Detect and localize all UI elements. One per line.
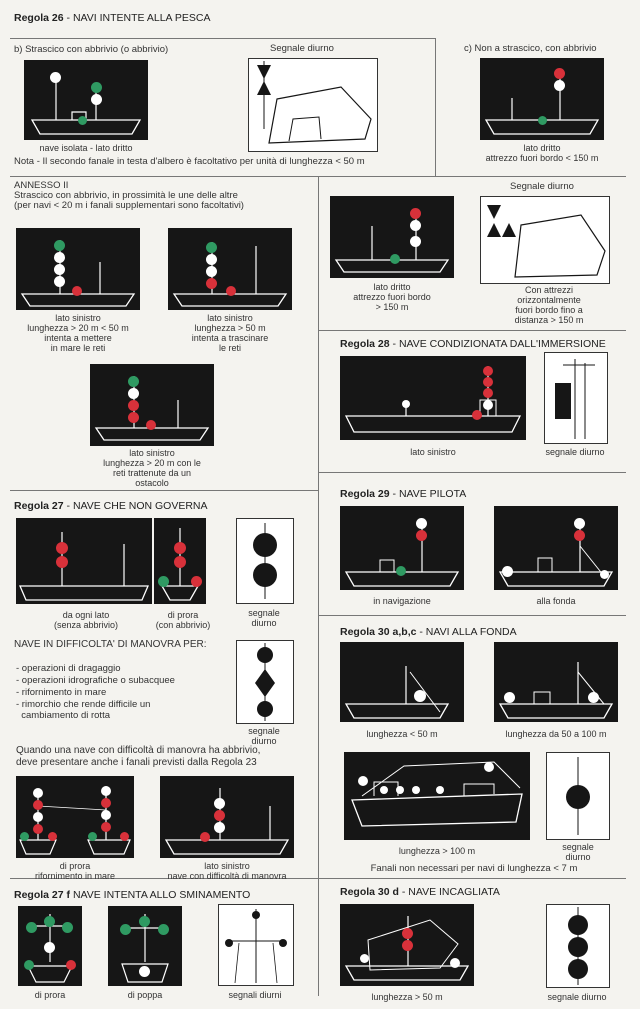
- fonda-panel-1: [340, 642, 464, 722]
- pilota-panel-2: [494, 506, 618, 590]
- nave-isolata-panel: [24, 60, 148, 140]
- red-light: [214, 810, 225, 821]
- white-light: [206, 254, 217, 265]
- red-light: [483, 388, 493, 398]
- caption: alla fonda: [536, 596, 576, 606]
- white-light: [450, 958, 460, 968]
- regola-26-heading: Regola 26 - NAVI INTENTE ALLA PESCA: [14, 12, 211, 24]
- day-signal-box: [236, 640, 294, 724]
- immersione-panel: [340, 356, 526, 440]
- fishing-vessel-drawing: [24, 60, 148, 140]
- divider: [318, 878, 626, 879]
- caption: segnale diurno: [545, 447, 605, 457]
- day-signal-box: [546, 904, 610, 988]
- green-light: [78, 116, 87, 125]
- ball-diamond-ball-signal: [237, 641, 293, 723]
- large-vessel-drawing: [344, 752, 530, 840]
- vessel-drawing: [494, 506, 618, 590]
- caption: di prora: [34, 990, 66, 1000]
- green-light: [88, 832, 97, 841]
- green-light: [120, 924, 131, 935]
- green-light: [396, 566, 406, 576]
- pilota-panel-1: [340, 506, 464, 590]
- sminamento-panel-2: [108, 906, 182, 986]
- red-light: [101, 822, 111, 832]
- white-light: [416, 518, 427, 529]
- segnale-diurno-label: Segnale diurno: [270, 43, 334, 54]
- white-light: [214, 822, 225, 833]
- day-signal-box: [546, 752, 610, 840]
- caption: di poppa: [127, 990, 163, 1000]
- incagliata-panel: [340, 904, 474, 986]
- red-light: [56, 556, 68, 568]
- annesso-panel-2: [168, 228, 292, 310]
- list-item: - rimorchio che rende difficile un: [16, 699, 151, 710]
- rifornimento-panel: [16, 776, 134, 858]
- caption: lato dritto attrezzo fuori bordo < 150 m: [485, 143, 599, 163]
- white-light: [502, 566, 513, 577]
- white-light: [410, 236, 421, 247]
- two-balls-signal: [237, 519, 293, 603]
- day-signal-box: [248, 58, 378, 152]
- cylinder-signal: [545, 353, 607, 443]
- day-signal-box: [544, 352, 608, 444]
- white-light: [483, 400, 493, 410]
- white-light: [360, 954, 369, 963]
- regola-30-heading: Regola 30 a,b,c - NAVI ALLA FONDA: [340, 626, 517, 638]
- divider: [435, 38, 436, 176]
- caption: lato sinistro lunghezza > 50 m intenta a trascinare le reti: [191, 313, 269, 353]
- divider: [318, 176, 319, 996]
- non-strascico-panel: [480, 58, 604, 140]
- list-item: - operazioni idrografiche o subacquee: [16, 675, 175, 686]
- caption: lato sinistro lunghezza > 20 m < 50 m intenta a mettere in mare le reti: [27, 313, 129, 353]
- white-light: [33, 788, 43, 798]
- caption: lato sinistro lunghezza > 20 m con le reti trattenute da un ostacolo: [103, 448, 201, 488]
- green-light: [139, 916, 150, 927]
- red-light: [66, 960, 76, 970]
- divider: [318, 615, 626, 616]
- green-light: [62, 922, 73, 933]
- red-light: [33, 800, 43, 810]
- non-strascico-title: c) Non a strascico, con abbrivio: [464, 43, 597, 54]
- vessel-drawing: [340, 642, 464, 722]
- vessel-drawing: [160, 776, 294, 858]
- red-light: [174, 556, 186, 568]
- caption: segnale diurno: [562, 842, 594, 862]
- caption: lunghezza da 50 a 100 m: [505, 729, 607, 739]
- vessel-drawing: [168, 228, 292, 310]
- red-light: [33, 824, 43, 834]
- caption: segnali diurni: [228, 990, 282, 1000]
- caption: lunghezza < 50 m: [366, 729, 438, 739]
- annesso-panel-3: [90, 364, 214, 446]
- ball-signal: [547, 753, 609, 839]
- red-light: [206, 278, 217, 289]
- white-light: [574, 518, 585, 529]
- white-light: [101, 810, 111, 820]
- annesso-panel-1: [16, 228, 140, 310]
- abbrivio-note: deve presentare anche i fanali previsti dalla Regola 23: [16, 757, 257, 768]
- caption: lato dritto attrezzo fuori bordo > 150 m: [353, 282, 431, 312]
- white-light: [484, 762, 494, 772]
- divider: [10, 38, 435, 39]
- red-light: [101, 798, 111, 808]
- white-light: [380, 786, 388, 794]
- caption: nave isolata - lato dritto: [39, 143, 133, 153]
- red-light: [402, 940, 413, 951]
- white-light: [128, 388, 139, 399]
- red-light: [146, 420, 156, 430]
- white-light: [91, 94, 102, 105]
- vessel-drawing: [16, 228, 140, 310]
- cones-drawing: [481, 197, 609, 283]
- divider: [10, 176, 318, 177]
- red-light: [128, 412, 139, 423]
- red-light: [200, 832, 210, 842]
- difficolta-title: NAVE IN DIFFICOLTA' DI MANOVRA PER:: [14, 639, 207, 650]
- difficolta-manovra-panel: [160, 776, 294, 858]
- green-light: [158, 576, 169, 587]
- vessel-drawing: [494, 642, 618, 722]
- white-light: [600, 570, 609, 579]
- white-light: [402, 400, 410, 408]
- list-item: - rifornimento in mare: [16, 687, 107, 698]
- vessel-drawing: [340, 506, 464, 590]
- green-light: [44, 916, 55, 927]
- red-light: [483, 377, 493, 387]
- caption: da ogni lato (senza abbrivio): [53, 610, 119, 630]
- divider: [318, 472, 626, 473]
- white-light: [410, 220, 421, 231]
- white-light: [33, 812, 43, 822]
- red-light: [191, 576, 202, 587]
- three-balls-signal: [219, 905, 293, 985]
- white-light: [396, 786, 404, 794]
- caption: in navigazione: [373, 596, 431, 606]
- caption: lato sinistro: [410, 447, 456, 457]
- red-light: [226, 286, 236, 296]
- caption: lunghezza > 100 m: [398, 846, 476, 856]
- caption: segnale diurno: [248, 726, 280, 746]
- white-light: [50, 72, 61, 83]
- white-light: [54, 252, 65, 263]
- caption: di prora rifornimento in mare: [34, 861, 116, 881]
- fonda-note: Fanali non necessari per navi di lunghezza < 7 m: [370, 863, 578, 874]
- non-governa-panel-1: [16, 518, 152, 604]
- white-light: [214, 798, 225, 809]
- strascico-r-panel: [330, 196, 454, 278]
- fonda-panel-2: [494, 642, 618, 722]
- vessel-drawing: [90, 364, 214, 446]
- regola-27-heading: Regola 27 - NAVE CHE NON GOVERNA: [14, 500, 208, 512]
- red-light: [416, 530, 427, 541]
- green-light: [158, 924, 169, 935]
- caption: Con attrezzi orizzontalmente fuori bordo fino a distanza > 150 m: [514, 285, 584, 325]
- vessel-drawing: [16, 518, 152, 604]
- white-light: [54, 264, 65, 275]
- three-balls-signal: [547, 905, 609, 987]
- regola-30d-heading: Regola 30 d - NAVE INCAGLIATA: [340, 886, 500, 898]
- divider: [10, 490, 318, 491]
- red-light: [72, 286, 82, 296]
- white-light: [206, 266, 217, 277]
- green-light: [390, 254, 400, 264]
- green-light: [26, 922, 37, 933]
- caption: lunghezza > 50 m: [371, 992, 443, 1002]
- red-light: [483, 366, 493, 376]
- regola-27f-heading: Regola 27 f NAVE INTENTA ALLO SMINAMENTO: [14, 889, 251, 901]
- red-light: [120, 832, 129, 841]
- caption: segnale diurno: [248, 608, 280, 628]
- caption: di prora (con abbrivio): [155, 610, 211, 630]
- red-light: [554, 68, 565, 79]
- green-light: [128, 376, 139, 387]
- white-light: [504, 692, 515, 703]
- white-light: [412, 786, 420, 794]
- white-light: [139, 966, 150, 977]
- white-light: [436, 786, 444, 794]
- sminamento-panel-1: [18, 906, 82, 986]
- red-light: [174, 542, 186, 554]
- white-light: [414, 690, 426, 702]
- green-light: [538, 116, 547, 125]
- regola-28-heading: Regola 28 - NAVE CONDIZIONATA DALL'IMMERSIONE: [340, 338, 606, 350]
- abbrivio-note: Quando una nave con difficoltà di manovra ha abbrivio,: [16, 745, 261, 756]
- red-light: [402, 928, 413, 939]
- red-light: [410, 208, 421, 219]
- white-light: [358, 776, 368, 786]
- fonda-panel-3: [344, 752, 530, 840]
- regola-29-heading: Regola 29 - NAVE PILOTA: [340, 488, 467, 500]
- green-light: [54, 240, 65, 251]
- day-signal-box: [480, 196, 610, 284]
- red-light: [56, 542, 68, 554]
- divider: [318, 176, 626, 177]
- annesso-line: Strascico con abbrivio, in prossimità le une delle altre: [14, 190, 238, 201]
- vessel-drawing: [480, 58, 604, 140]
- vessel-drawing: [330, 196, 454, 278]
- divider: [318, 330, 626, 331]
- strascico-title: b) Strascico con abbrivio (o abbrivio): [14, 44, 169, 55]
- caption: lato sinistro nave con difficoltà di manovra: [167, 861, 287, 881]
- white-light: [588, 692, 599, 703]
- annesso-line: (per navi < 20 m i fanali supplementari sono facoltativi): [14, 200, 244, 211]
- list-item: cambiamento di rotta: [16, 710, 110, 721]
- green-light: [206, 242, 217, 253]
- non-governa-panel-2: [154, 518, 206, 604]
- white-light: [54, 276, 65, 287]
- green-light: [24, 960, 34, 970]
- cones-drawing: [249, 59, 377, 151]
- white-light: [554, 80, 565, 91]
- day-signal-box: [218, 904, 294, 986]
- red-light: [472, 410, 482, 420]
- red-light: [574, 530, 585, 541]
- red-light: [128, 400, 139, 411]
- vessel-drawing: [340, 356, 526, 440]
- note-text: Nota - Il secondo fanale in testa d'albero è facoltativo per unità di lunghezza < 50 m: [14, 156, 365, 167]
- day-signal-box: [236, 518, 294, 604]
- white-light: [44, 942, 55, 953]
- annesso-title: ANNESSO II: [14, 180, 69, 191]
- caption: segnale diurno: [547, 992, 607, 1002]
- list-item: - operazioni di dragaggio: [16, 663, 121, 674]
- segnale-diurno-label: Segnale diurno: [510, 181, 574, 192]
- white-light: [101, 786, 111, 796]
- green-light: [20, 832, 29, 841]
- green-light: [91, 82, 102, 93]
- red-light: [48, 832, 57, 841]
